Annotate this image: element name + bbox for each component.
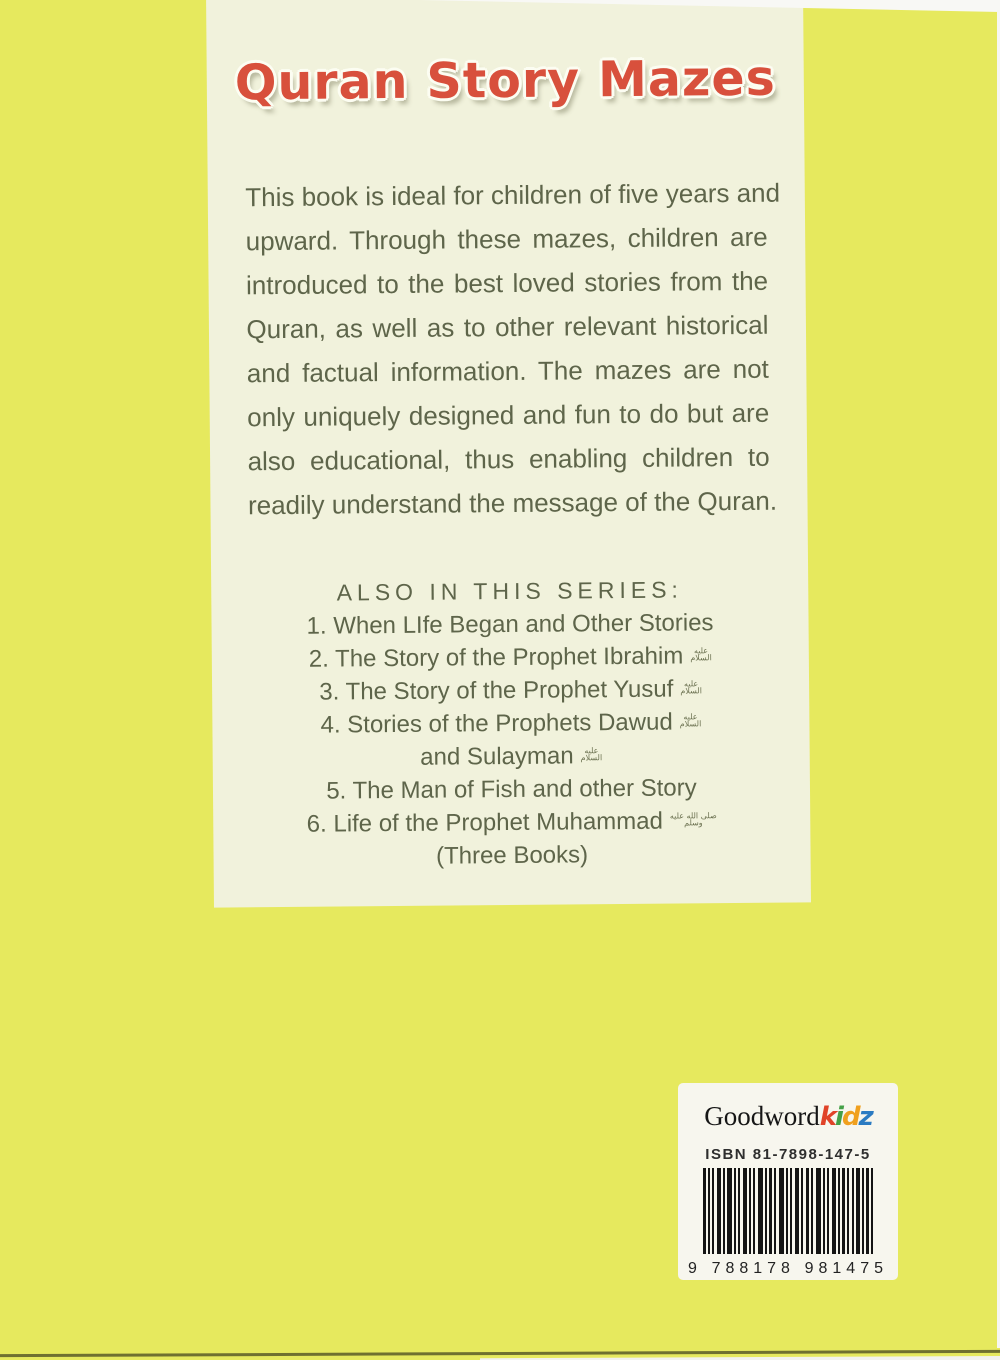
series-item-text: 5. The Man of Fish and other Story — [326, 774, 697, 805]
alayhis-salam-calligraphy — [581, 747, 603, 761]
goodword-kidz-logo — [678, 1101, 898, 1132]
series-item-text: 4. Stories of the Prophets Dawud — [320, 708, 673, 739]
series-item — [212, 671, 809, 709]
series-item-continuation — [213, 737, 810, 775]
kidz-letter-z: z — [858, 1102, 872, 1132]
series-item — [211, 605, 808, 643]
series-item-text: (Three Books) — [435, 841, 589, 870]
series-item-text: 2. The Story of the Prophet Ibrahim — [308, 642, 684, 673]
description-line: only uniquely designed and fun to do but are — [247, 397, 770, 433]
honorific-line: السلام — [580, 752, 603, 763]
barcode-digit-group: 981475 — [804, 1260, 888, 1277]
alayhis-salam-calligraphy — [690, 647, 712, 661]
honorific-line: عليه — [683, 679, 699, 689]
barcode-digits — [688, 1260, 888, 1278]
barcode-digit-group: 788178 — [711, 1260, 795, 1277]
series-item-text: and Sulayman — [420, 742, 574, 771]
series-item-text: 3. The Story of the Prophet Yusuf — [319, 675, 674, 706]
kidz-letter-i: i — [835, 1102, 842, 1132]
description-paragraph — [245, 171, 781, 528]
description-line: also educational, thus enabling children to — [247, 441, 770, 477]
series-list — [211, 572, 811, 874]
description-line: This book is ideal for children of five years and — [245, 177, 781, 213]
series-item — [213, 803, 810, 841]
barcode-digit-group: 9 — [688, 1260, 702, 1277]
series-item-text: 1. When LIfe Began and Other Stories — [306, 609, 714, 640]
kidz-logo-text — [820, 1102, 872, 1132]
goodword-logo-text: Goodword — [704, 1101, 820, 1131]
description-line: readily understand the message of the Quran. — [247, 485, 778, 521]
honorific-line: عليه — [693, 645, 709, 656]
description-line: Quran, as well as to other relevant historical — [246, 309, 769, 345]
series-heading: ALSO IN THIS SERIES: — [336, 576, 683, 606]
description-line: upward. Through these mazes, children are — [245, 221, 768, 257]
cover-text-panel — [206, 0, 811, 908]
isbn-barcode-box — [678, 1083, 898, 1280]
honorific-line: السلام — [690, 652, 712, 663]
series-note-three-books — [213, 836, 810, 874]
kidz-letter-k: k — [819, 1102, 836, 1132]
isbn-number: ISBN 81-7898-147-5 — [705, 1146, 871, 1163]
honorific-line: صلى الله عليه — [669, 810, 717, 821]
alayhis-salam-calligraphy — [680, 713, 702, 727]
series-item — [212, 704, 809, 742]
honorific-line: السلام — [680, 685, 702, 696]
series-item — [212, 638, 809, 676]
honorific-line: وسلم — [684, 817, 703, 828]
description-line: and factual information. The mazes are not — [246, 353, 769, 389]
sallallahu-alayhi-wasallam-calligraphy — [670, 812, 717, 826]
alayhis-salam-calligraphy — [680, 680, 702, 694]
series-item-text: 6. Life of the Prophet Muhammad — [306, 807, 664, 838]
kidz-letter-d: d — [841, 1102, 859, 1132]
description-line: introduced to the best loved stories from the — [245, 265, 769, 301]
honorific-line: السلام — [679, 718, 702, 729]
honorific-line: عليه — [584, 745, 599, 756]
honorific-line: عليه — [683, 712, 698, 722]
barcode — [703, 1168, 873, 1254]
book-title: Quran Story Mazes — [234, 49, 777, 112]
series-item — [213, 770, 810, 808]
